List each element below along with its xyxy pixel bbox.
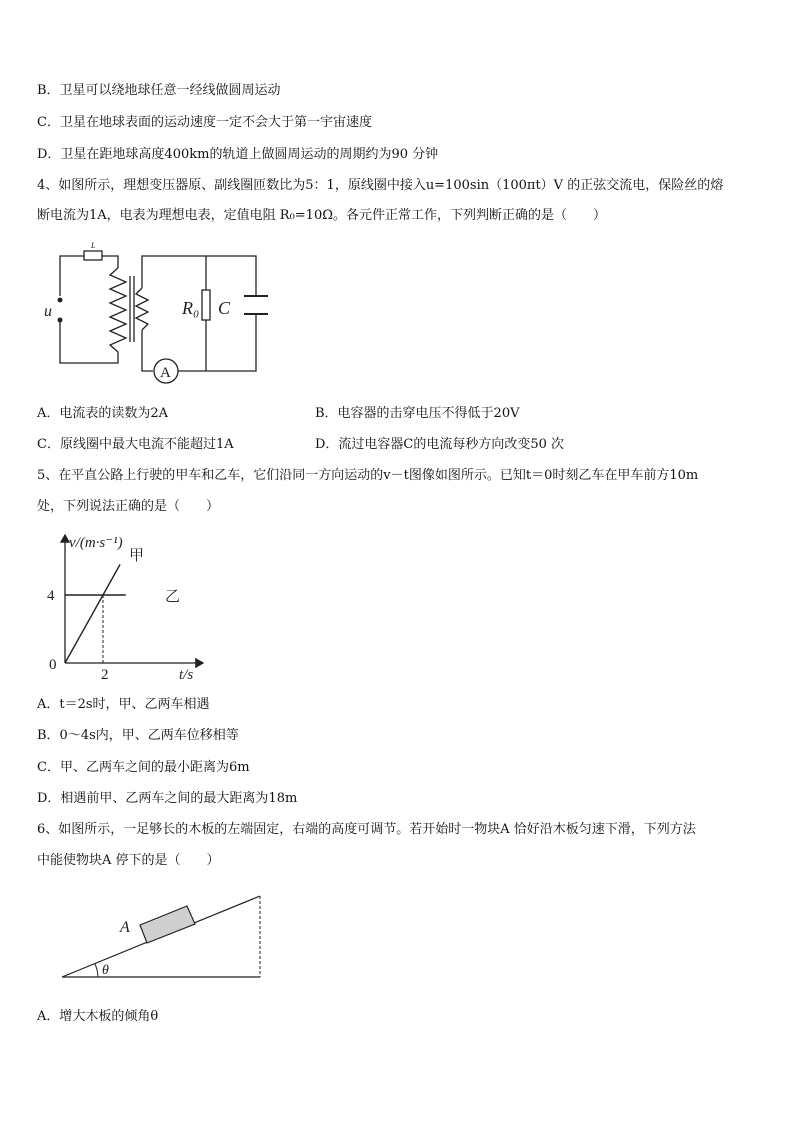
- incline-figure: [60, 890, 270, 982]
- q6-stem-line2: 中能使物块A 停下的是（ ）: [37, 853, 220, 868]
- primary-coil: [110, 268, 126, 352]
- q5-stem-line2: 处，下列说法正确的是（ ）: [37, 499, 220, 514]
- q3-option-d: D．卫星在距地球高度400km的轨道上做圆周运动的周期约为90 分钟: [37, 147, 439, 162]
- x-axis-label: t/s: [179, 667, 194, 683]
- fuse-symbol: [84, 251, 102, 260]
- q5-stem-line1: 5、在平直公路上行驶的甲车和乙车，它们沿同一方向运动的v－t图像如图所示。已知t＝0时刻乙车在甲车前方10m: [37, 468, 699, 483]
- series-line-jia: [65, 564, 120, 663]
- q4-option-d: D．流过电容器C的电流每秒方向改变50 次: [315, 437, 565, 452]
- q4-option-a: A．电流表的读数为2A: [37, 406, 169, 421]
- y-axis-label: v/(m·s⁻¹): [69, 535, 123, 551]
- q5-option-d: D．相遇前甲、乙两车之间的最大距离为18m: [37, 791, 298, 806]
- v-t-graph: [35, 527, 215, 687]
- transformer-circuit-figure: [38, 238, 270, 388]
- ammeter-label: A: [160, 365, 171, 381]
- resistor-symbol: [202, 290, 210, 320]
- x-tick-label-2: 2: [101, 667, 109, 683]
- q5-option-b: B．0～4s内，甲、乙两车位移相等: [37, 728, 239, 743]
- capacitor-label: C: [218, 298, 231, 318]
- block-a: [140, 906, 195, 943]
- block-label: A: [120, 919, 130, 936]
- q4-stem-line1: 4、如图所示，理想变压器原、副线圈匝数比为5：1，原线圈中接入u=100sin（100πt）V 的正弦交流电，保险丝的熔: [37, 178, 724, 193]
- q5-option-a: A．t＝2s时，甲、乙两车相遇: [37, 697, 210, 712]
- x-tick-label-0: 0: [49, 657, 57, 673]
- series-label-jia: 甲: [129, 548, 145, 564]
- q4-option-b: B．电容器的击穿电压不得低于20V: [315, 406, 520, 421]
- fuse-label: L: [91, 241, 96, 250]
- secondary-coil: [136, 288, 148, 330]
- resistor-label: R₀: [182, 298, 200, 318]
- q3-option-b: B．卫星可以绕地球任意一经线做圆周运动: [37, 83, 281, 98]
- q6-option-a: A．增大木板的倾角θ: [37, 1009, 159, 1024]
- angle-label: θ: [102, 963, 109, 978]
- series-label-yi: 乙: [165, 589, 181, 605]
- q4-option-c: C．原线圈中最大电流不能超过1A: [37, 437, 234, 452]
- source-label: u: [44, 303, 52, 320]
- q5-option-c: C．甲、乙两车之间的最小距离为6m: [37, 760, 250, 775]
- q3-option-c: C．卫星在地球表面的运动速度一定不会大于第一宇宙速度: [37, 115, 372, 130]
- q6-stem-line1: 6、如图所示，一足够长的木板的左端固定，右端的高度可调节。若开始时一物块A 恰好沿木板匀速下滑，下列方法: [37, 822, 696, 837]
- y-tick-label-4: 4: [47, 588, 55, 604]
- q4-stem-line2: 断电流为1A，电表为理想电表，定值电阻 R₀=10Ω。各元件正常工作，下列判断正确的是（ ）: [37, 208, 607, 223]
